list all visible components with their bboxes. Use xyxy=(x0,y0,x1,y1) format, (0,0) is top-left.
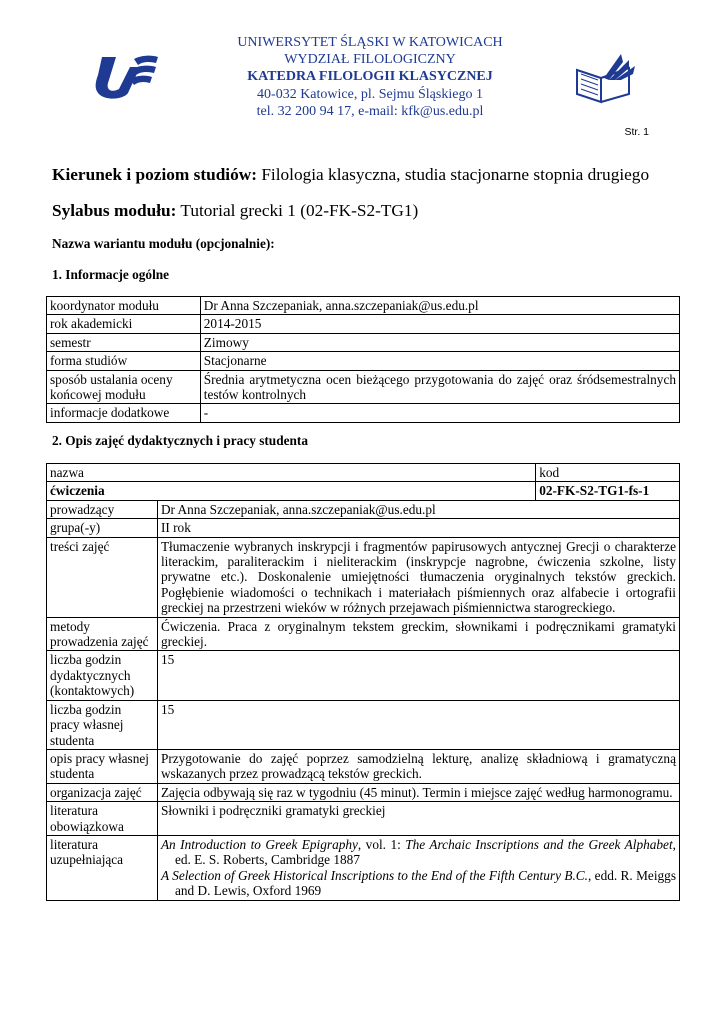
row-value: Ćwiczenia. Praca z oryginalnym tekstem greckim, słownikami i podręcznikami gramatyki greckiej. xyxy=(157,617,679,651)
reference-text: , ed. E. S. Roberts, Cambridge 1887 xyxy=(174,836,676,868)
row-value: II rok xyxy=(157,519,679,537)
row-value: Tłumaczenie wybranych inskrypcji i fragmentów papirusowych antycznej Grecji o charakterze literackim, paraliterackim i nieliterackim (inskrypcje nagrobne, ćwiczenia szkolne, listy prywatne etc.). Doskonalenie umiejętności tłumaczenia oryginalnych tekstów greckich. Pogłębienie wiadomości o technikach i materiałach piśmiennych oraz alfabecie i ortografii greckiej na przestrzeni wieków w różnych przejawach piśmiennictwa starogreckiego. xyxy=(157,537,679,617)
study-direction-label: Kierunek i poziom studiów: xyxy=(52,165,257,184)
row-label: opis pracy własnej studenta xyxy=(47,749,158,783)
row-label: literatura uzupełniająca xyxy=(47,835,158,900)
general-info-table xyxy=(46,296,680,423)
table-row xyxy=(47,404,680,422)
name-header: nazwa xyxy=(47,464,536,482)
row-value xyxy=(157,835,679,900)
table-row xyxy=(47,333,680,351)
header-faculty: WYDZIAŁ FILOLOGICZNY xyxy=(284,52,456,68)
row-value: - xyxy=(200,404,679,422)
syllabus-label: Sylabus modułu: xyxy=(52,201,177,220)
row-value: Przygotowanie do zajęć poprzez samodzielną lekturę, analizę składniową i gramatyczną wskazanych przez prowadzącą tekstów greckich. xyxy=(157,749,679,783)
table-row xyxy=(47,537,680,617)
reference-title: The Archaic Inscriptions and the Greek Alphabet xyxy=(405,836,673,852)
class-name: ćwiczenia xyxy=(47,482,536,500)
reference-title: A Selection of Greek Historical Inscriptions to the End of the Fifth Century B.C. xyxy=(160,867,588,883)
variant-heading: Nazwa wariantu modułu (opcjonalnie): xyxy=(52,236,275,251)
table-row xyxy=(47,352,680,370)
classes-table xyxy=(46,463,680,901)
row-label: metody prowadzenia zajęć xyxy=(47,617,158,651)
class-code: 02-FK-S2-TG1-fs-1 xyxy=(536,482,680,500)
reference-item xyxy=(161,837,676,868)
row-label: prowadzący xyxy=(47,500,158,518)
table-row xyxy=(47,802,680,836)
university-logo xyxy=(92,53,158,99)
row-label: treści zajęć xyxy=(47,537,158,617)
row-label: koordynator modułu xyxy=(47,297,201,315)
row-label: rok akademicki xyxy=(47,315,201,333)
row-value: Zajęcia odbywają się raz w tygodniu (45 minut). Termin i miejsce zajęć według harmonogramu. xyxy=(157,783,679,801)
page-number: Str. 1 xyxy=(624,126,649,138)
header-contact: tel. 32 200 94 17, e-mail: kfk@us.edu.pl xyxy=(256,103,484,119)
row-value: 2014-2015 xyxy=(200,315,679,333)
header-university: UNIWERSYTET ŚLĄSKI W KATOWICACH xyxy=(237,35,503,50)
table-row xyxy=(47,482,680,500)
study-direction-value: Filologia klasyczna, studia stacjonarne stopnia drugiego xyxy=(257,165,650,184)
table-row xyxy=(47,617,680,651)
row-label: literatura obowiązkowa xyxy=(47,802,158,836)
header-address: 40-032 Katowice, pl. Sejmu Śląskiego 1 xyxy=(257,86,483,102)
header-department: KATEDRA FILOLOGII KLASYCZNEJ xyxy=(247,69,493,85)
row-label: semestr xyxy=(47,333,201,351)
section1-heading: 1. Informacje ogólne xyxy=(52,267,170,282)
table-row xyxy=(47,370,680,404)
row-label: liczba godzin dydaktycznych (kontaktowych) xyxy=(47,651,158,700)
section2-heading: 2. Opis zajęć dydaktycznych i pracy studenta xyxy=(52,433,308,448)
row-value: Dr Anna Szczepaniak, anna.szczepaniak@us.edu.pl xyxy=(200,297,679,315)
table-row xyxy=(47,315,680,333)
row-value: Stacjonarne xyxy=(200,352,679,370)
table-row xyxy=(47,297,680,315)
row-value: Słowniki i podręczniki gramatyki greckiej xyxy=(157,802,679,836)
table-row xyxy=(47,700,680,749)
reference-title: An Introduction to Greek Epigraphy xyxy=(160,836,358,852)
syllabus-title xyxy=(52,201,418,221)
department-book-logo xyxy=(571,48,641,106)
table-row xyxy=(47,749,680,783)
row-label: liczba godzin pracy własnej studenta xyxy=(47,700,158,749)
table-row xyxy=(47,464,680,482)
row-value: 15 xyxy=(157,651,679,700)
reference-text: , edd. R. Meiggs and D. Lewis, Oxford 1969 xyxy=(174,867,677,899)
table-row xyxy=(47,783,680,801)
table-row xyxy=(47,500,680,518)
row-label: forma studiów xyxy=(47,352,201,370)
row-value: Zimowy xyxy=(200,333,679,351)
row-value: Dr Anna Szczepaniak, anna.szczepaniak@us.edu.pl xyxy=(157,500,679,518)
study-direction xyxy=(52,165,649,185)
row-label: organizacja zajęć xyxy=(47,783,158,801)
syllabus-value: Tutorial grecki 1 (02-FK-S2-TG1) xyxy=(176,201,419,220)
institution-header xyxy=(190,34,550,120)
row-value: Średnia arytmetyczna ocen bieżącego przygotowania do zajęć oraz śródsemestralnych testów kontrolnych xyxy=(200,370,679,404)
code-header: kod xyxy=(536,464,680,482)
reference-item xyxy=(161,868,676,899)
row-value: 15 xyxy=(157,700,679,749)
reference-text: , vol. 1: xyxy=(357,836,406,852)
row-label: informacje dodatkowe xyxy=(47,404,201,422)
table-row xyxy=(47,651,680,700)
table-row xyxy=(47,519,680,537)
row-label: grupa(-y) xyxy=(47,519,158,537)
table-row xyxy=(47,835,680,900)
row-label: sposób ustalania oceny końcowej modułu xyxy=(47,370,201,404)
